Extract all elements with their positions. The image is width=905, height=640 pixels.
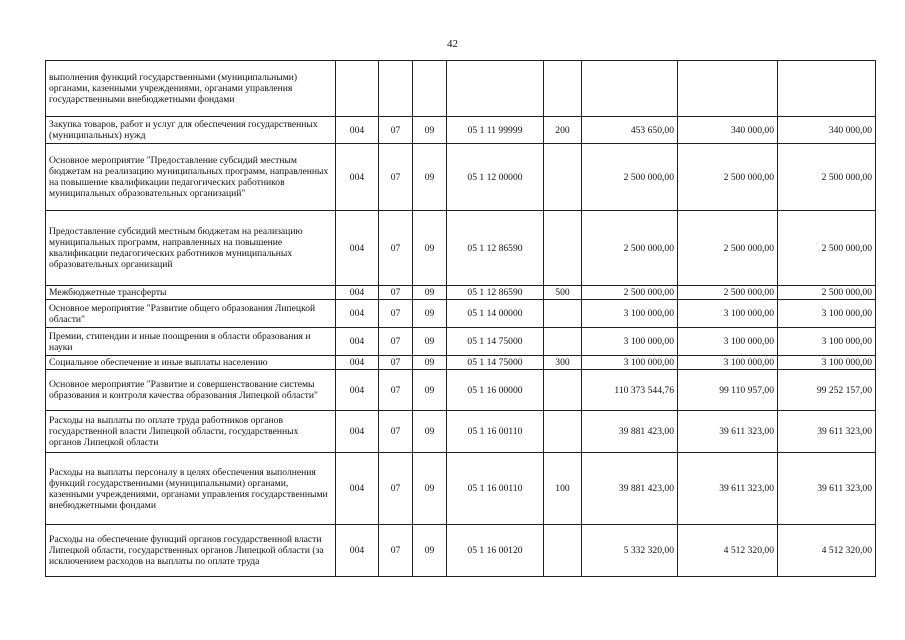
- target-article-code: 05 1 12 86590: [447, 211, 544, 286]
- amount-year-2: 2 500 000,00: [678, 211, 778, 286]
- row-description: Основное мероприятие "Предоставление субсидий местным бюджетам на реализацию муниципальных программ, направленных на повышение квалификации педагогических работников муниципальных образовательных организаций": [46, 144, 336, 211]
- amount-year-3: 2 500 000,00: [778, 286, 876, 300]
- amount-year-2: 39 611 323,00: [678, 453, 778, 525]
- section-code: 07: [379, 286, 413, 300]
- section-code: 07: [379, 525, 413, 577]
- section-code: 07: [379, 300, 413, 328]
- amount-year-3: 2 500 000,00: [778, 211, 876, 286]
- row-description: Социальное обеспечение и иные выплаты населению: [46, 356, 336, 370]
- ministry-code: 004: [336, 286, 379, 300]
- subsection-code: 09: [413, 211, 447, 286]
- section-code: 07: [379, 328, 413, 356]
- amount-year-1: 2 500 000,00: [582, 211, 678, 286]
- amount-year-2: 340 000,00: [678, 117, 778, 144]
- amount-year-1: [582, 61, 678, 117]
- table-row: [46, 411, 876, 453]
- amount-year-2: 3 100 000,00: [678, 356, 778, 370]
- table-row: [46, 356, 876, 370]
- expense-kind-code: [544, 211, 582, 286]
- ministry-code: 004: [336, 144, 379, 211]
- expense-kind-code: [544, 525, 582, 577]
- ministry-code: 004: [336, 117, 379, 144]
- section-code: 07: [379, 411, 413, 453]
- row-description: Расходы на выплаты по оплате труда работников органов государственной власти Липецкой области, государственных органов Липецкой области: [46, 411, 336, 453]
- amount-year-1: 39 881 423,00: [582, 453, 678, 525]
- row-description: Межбюджетные трансферты: [46, 286, 336, 300]
- ministry-code: 004: [336, 525, 379, 577]
- amount-year-1: 2 500 000,00: [582, 144, 678, 211]
- ministry-code: [336, 61, 379, 117]
- target-article-code: 05 1 12 86590: [447, 286, 544, 300]
- section-code: 07: [379, 356, 413, 370]
- table-row: [46, 328, 876, 356]
- subsection-code: 09: [413, 356, 447, 370]
- table-row: [46, 525, 876, 577]
- ministry-code: 004: [336, 453, 379, 525]
- table-row: [46, 117, 876, 144]
- table-row: [46, 61, 876, 117]
- amount-year-2: 39 611 323,00: [678, 411, 778, 453]
- amount-year-2: 3 100 000,00: [678, 300, 778, 328]
- section-code: 07: [379, 144, 413, 211]
- table-row: [46, 453, 876, 525]
- amount-year-2: 2 500 000,00: [678, 144, 778, 211]
- target-article-code: 05 1 16 00110: [447, 453, 544, 525]
- subsection-code: 09: [413, 453, 447, 525]
- expense-kind-code: 100: [544, 453, 582, 525]
- target-article-code: 05 1 14 00000: [447, 300, 544, 328]
- expense-kind-code: 500: [544, 286, 582, 300]
- table-row: [46, 144, 876, 211]
- amount-year-1: 3 100 000,00: [582, 300, 678, 328]
- budget-table: [45, 60, 876, 577]
- expense-kind-code: [544, 61, 582, 117]
- target-article-code: 05 1 14 75000: [447, 328, 544, 356]
- row-description: Расходы на обеспечение функций органов государственной власти Липецкой области, государственных органов Липецкой области (за исключением расходов на выплаты по оплате труда: [46, 525, 336, 577]
- table-row: [46, 286, 876, 300]
- subsection-code: 09: [413, 286, 447, 300]
- subsection-code: 09: [413, 328, 447, 356]
- ministry-code: 004: [336, 411, 379, 453]
- target-article-code: 05 1 16 00120: [447, 525, 544, 577]
- amount-year-1: 453 650,00: [582, 117, 678, 144]
- amount-year-2: 4 512 320,00: [678, 525, 778, 577]
- amount-year-3: 99 252 157,00: [778, 370, 876, 411]
- ministry-code: 004: [336, 328, 379, 356]
- amount-year-3: 3 100 000,00: [778, 356, 876, 370]
- section-code: [379, 61, 413, 117]
- amount-year-1: 5 332 320,00: [582, 525, 678, 577]
- expense-kind-code: [544, 328, 582, 356]
- subsection-code: [413, 61, 447, 117]
- subsection-code: 09: [413, 117, 447, 144]
- row-description: выполнения функций государственными (муниципальными) органами, казенными учреждениями, органами управления государственными внебюджетными фондами: [46, 61, 336, 117]
- target-article-code: 05 1 14 75000: [447, 356, 544, 370]
- target-article-code: 05 1 11 99999: [447, 117, 544, 144]
- ministry-code: 004: [336, 300, 379, 328]
- row-description: Премии, стипендии и иные поощрения в области образования и науки: [46, 328, 336, 356]
- page-number: 42: [447, 38, 458, 50]
- row-description: Закупка товаров, работ и услуг для обеспечения государственных (муниципальных) нужд: [46, 117, 336, 144]
- row-description: Расходы на выплаты персоналу в целях обеспечения выполнения функций государственными (муниципальными) органами, казенными учреждениями, органами управления государственными внебюджетными фондами: [46, 453, 336, 525]
- section-code: 07: [379, 370, 413, 411]
- row-description: Основное мероприятие "Развитие общего образования Липецкой области": [46, 300, 336, 328]
- expense-kind-code: [544, 144, 582, 211]
- amount-year-2: 3 100 000,00: [678, 328, 778, 356]
- amount-year-3: 39 611 323,00: [778, 453, 876, 525]
- amount-year-1: 2 500 000,00: [582, 286, 678, 300]
- expense-kind-code: 300: [544, 356, 582, 370]
- target-article-code: 05 1 16 00000: [447, 370, 544, 411]
- amount-year-3: 4 512 320,00: [778, 525, 876, 577]
- target-article-code: 05 1 12 00000: [447, 144, 544, 211]
- subsection-code: 09: [413, 300, 447, 328]
- ministry-code: 004: [336, 356, 379, 370]
- amount-year-3: 39 611 323,00: [778, 411, 876, 453]
- amount-year-3: 2 500 000,00: [778, 144, 876, 211]
- target-article-code: 05 1 16 00110: [447, 411, 544, 453]
- amount-year-2: 99 110 957,00: [678, 370, 778, 411]
- amount-year-3: 3 100 000,00: [778, 328, 876, 356]
- amount-year-1: 3 100 000,00: [582, 356, 678, 370]
- row-description: Предоставление субсидий местным бюджетам на реализацию муниципальных программ, направленных на повышение квалификации педагогических работников муниципальных образовательных организаций: [46, 211, 336, 286]
- row-description: Основное мероприятие "Развитие и совершенствование системы образования и контроля качества образования Липецкой области": [46, 370, 336, 411]
- amount-year-1: 39 881 423,00: [582, 411, 678, 453]
- subsection-code: 09: [413, 525, 447, 577]
- subsection-code: 09: [413, 370, 447, 411]
- amount-year-3: 3 100 000,00: [778, 300, 876, 328]
- target-article-code: [447, 61, 544, 117]
- table-row: [46, 300, 876, 328]
- amount-year-3: 340 000,00: [778, 117, 876, 144]
- amount-year-3: [778, 61, 876, 117]
- table-row: [46, 370, 876, 411]
- expense-kind-code: [544, 370, 582, 411]
- table-row: [46, 211, 876, 286]
- amount-year-2: 2 500 000,00: [678, 286, 778, 300]
- expense-kind-code: 200: [544, 117, 582, 144]
- table-body: [46, 61, 876, 577]
- expense-kind-code: [544, 300, 582, 328]
- subsection-code: 09: [413, 411, 447, 453]
- subsection-code: 09: [413, 144, 447, 211]
- amount-year-2: [678, 61, 778, 117]
- amount-year-1: 110 373 544,76: [582, 370, 678, 411]
- section-code: 07: [379, 211, 413, 286]
- ministry-code: 004: [336, 370, 379, 411]
- section-code: 07: [379, 453, 413, 525]
- amount-year-1: 3 100 000,00: [582, 328, 678, 356]
- section-code: 07: [379, 117, 413, 144]
- expense-kind-code: [544, 411, 582, 453]
- ministry-code: 004: [336, 211, 379, 286]
